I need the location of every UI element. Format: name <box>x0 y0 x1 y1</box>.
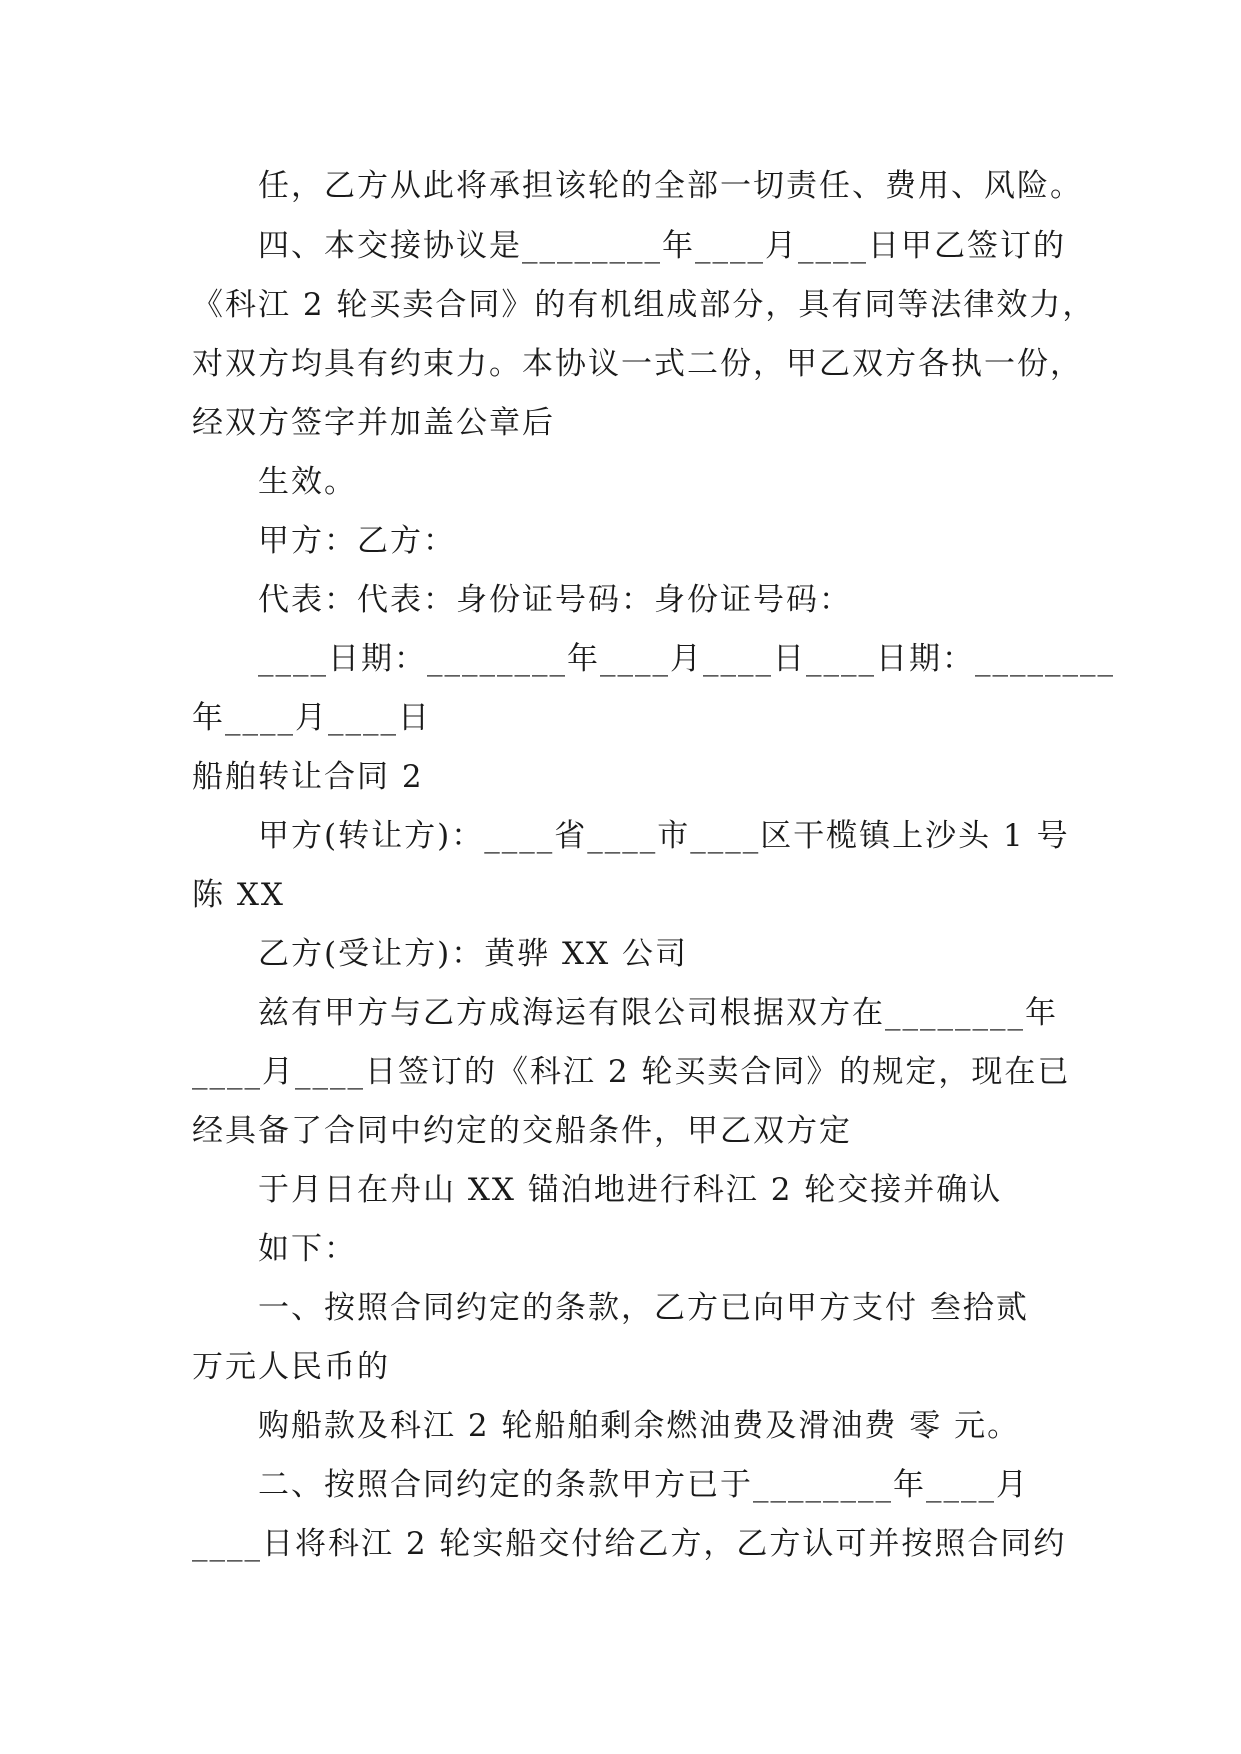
text-line: 乙方(受让方)：黄骅 XX 公司 <box>258 936 689 972</box>
text-line: 任，乙方从此将承担该轮的全部一切责任、费用、风险。 <box>258 168 1083 204</box>
text-line: ____日将科江 2 轮实船交付给乙方，乙方认可并按照合同约 <box>192 1526 1067 1562</box>
signature-party-line: 甲方：乙方： <box>258 523 456 559</box>
text-line: 生效。 <box>258 464 357 500</box>
text-line: 《科江 2 轮买卖合同》的有机组成部分，具有同等法律效力， <box>192 287 1096 323</box>
text-line: 陈 XX <box>192 877 285 913</box>
text-line: 二、按照合同约定的条款甲方已于________年____月 <box>258 1467 1029 1503</box>
text-line: 如下： <box>258 1231 357 1267</box>
text-line: 对双方均具有约束力。本协议一式二份，甲乙双方各执一份， <box>192 346 1083 382</box>
signature-date-line-cont: 年____月____日 <box>192 700 431 736</box>
signature-date-line: ____日期：________年____月____日____日期：________ <box>258 641 1115 677</box>
text-line: 购船款及科江 2 轮船舶剩余燃油费及滑油费 零 元。 <box>258 1408 1021 1444</box>
text-line: 于月日在舟山 XX 锚泊地进行科江 2 轮交接并确认 <box>258 1172 1003 1208</box>
text-line: 兹有甲方与乙方成海运有限公司根据双方在________年 <box>258 995 1058 1031</box>
text-line: 四、本交接协议是________年____月____日甲乙签订的 <box>258 228 1066 264</box>
text-line: 经双方签字并加盖公章后 <box>192 405 555 441</box>
section-title: 船舶转让合同 2 <box>192 759 424 795</box>
signature-representative-line: 代表：代表：身份证号码：身份证号码： <box>258 582 852 618</box>
text-line: 甲方(转让方)：____省____市____区干榄镇上沙头 1 号 <box>258 818 1070 854</box>
text-line: 万元人民币的 <box>192 1349 390 1385</box>
text-line: 经具备了合同中约定的交船条件，甲乙双方定 <box>192 1113 852 1149</box>
text-line: ____月____日签订的《科江 2 轮买卖合同》的规定，现在已 <box>192 1054 1071 1090</box>
text-line: 一、按照合同约定的条款，乙方已向甲方支付 叁拾贰 <box>258 1290 1029 1326</box>
